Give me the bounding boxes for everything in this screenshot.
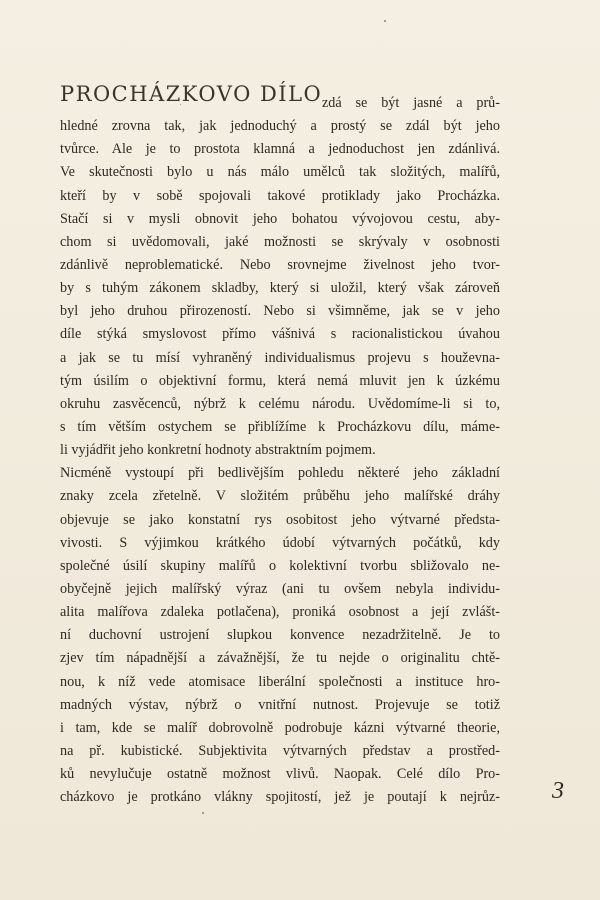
text-line: tvůrce. Ale je to prostota klamná a jednoduchost jen zdánlivá. xyxy=(60,141,500,158)
text-line: společné úsilí skupiny malířů o kolektivní tvorbu sbližovalo ne- xyxy=(60,557,500,574)
page-number: 3 xyxy=(552,778,564,804)
text-line: Stačí si v mysli obnovit jeho bohatou vývojovou cestu, aby- xyxy=(60,210,500,227)
text-line: a jak se tu mísí vyhraněný individualismus projevu s houževna- xyxy=(60,349,500,366)
text-line: zjev tím nápadnější a závažnější, že tu nejde o originalitu chtě- xyxy=(60,650,500,667)
text-line: by s tuhým zákonem skladby, který si uložil, který však zároveň xyxy=(60,280,500,297)
text-line: obyčejně jejich malířský výraz (ani tu ovšem nebyla individu- xyxy=(60,580,500,597)
text-line: alita malířova zdaleka potlačena), proniká osobnost a její zvlášt- xyxy=(60,604,500,621)
page-speck xyxy=(384,20,386,22)
text-line: zdá se být jasné a prů- xyxy=(322,95,500,111)
text-line: i tam, kde se malíř dobrovolně podrobuje kázni výtvarné theorie, xyxy=(60,719,500,736)
text-line: cházkovo je protkáno vlákny spojitostí, jež je poutají k nejrůz- xyxy=(60,789,500,806)
text-line: hledné zrovna tak, jak jednoduchý a prostý se zdál být jeho xyxy=(60,118,500,135)
text-line: znaky zcela zřetelně. V složitém průběhu jeho malířské dráhy xyxy=(60,488,500,505)
text-line: ků nevylučuje ostatně možnost vlivů. Naopak. Celé dílo Pro- xyxy=(60,766,500,783)
body-text xyxy=(60,92,500,809)
text-line: chom si uvědomovali, jaké možnosti se skrývaly v osobnosti xyxy=(60,233,500,250)
text-line: okruhu zasvěcenců, nýbrž k celému národu. Uvědomíme-li si to, xyxy=(60,395,500,412)
text-line: Nicméně vystoupí při bedlivějším pohledu některé jeho základní xyxy=(60,465,500,482)
text-line: vivosti. S výjimkou krátkého údobí výtvarných počátků, kdy xyxy=(60,534,500,551)
text-line: objevuje se jako konstatní rys osobitost jeho výtvarné předsta- xyxy=(60,511,500,528)
text-line: Ve skutečnosti bylo u nás málo umělců tak složitých, malířů, xyxy=(60,164,500,181)
text-line: nou, k níž vede atomisace liberální společnosti a instituce hro- xyxy=(60,673,500,690)
text-line: na př. kubistické. Subjektivita výtvarných představ a prostřed- xyxy=(60,742,500,759)
text-line: byl jeho druhou přirozeností. Nebo si všimněme, jak se v jeho xyxy=(60,303,500,320)
text-line: li vyjádřit jeho konkretní hodnoty abstraktním pojmem. xyxy=(60,442,376,459)
text-line: zdánlivě neproblematické. Nebo srovnejme živelnost jeho tvor- xyxy=(60,256,500,273)
text-line: madných výstav, nýbrž o vnitřní nutnost. Projevuje se totiž xyxy=(60,696,500,713)
text-line: s tím větším ostychem se přiblížíme k Procházkovu dílu, máme- xyxy=(60,418,500,435)
chapter-title: PROCHÁZKOVO DÍLO xyxy=(60,82,323,107)
page-speck xyxy=(202,812,204,814)
text-line: tým úsilím o objektivní formu, která nemá mluvit jen k úzkému xyxy=(60,372,500,389)
text-line: díle stýká smyslovost přímo vášnivá s racionalistickou úvahou xyxy=(60,326,500,343)
text-line: ní duchovní ustrojení slupkou konvence nezadržitelně. Je to xyxy=(60,627,500,644)
text-line: kteří by v sobě spojovali takové protiklady jako Procházka. xyxy=(60,187,500,204)
